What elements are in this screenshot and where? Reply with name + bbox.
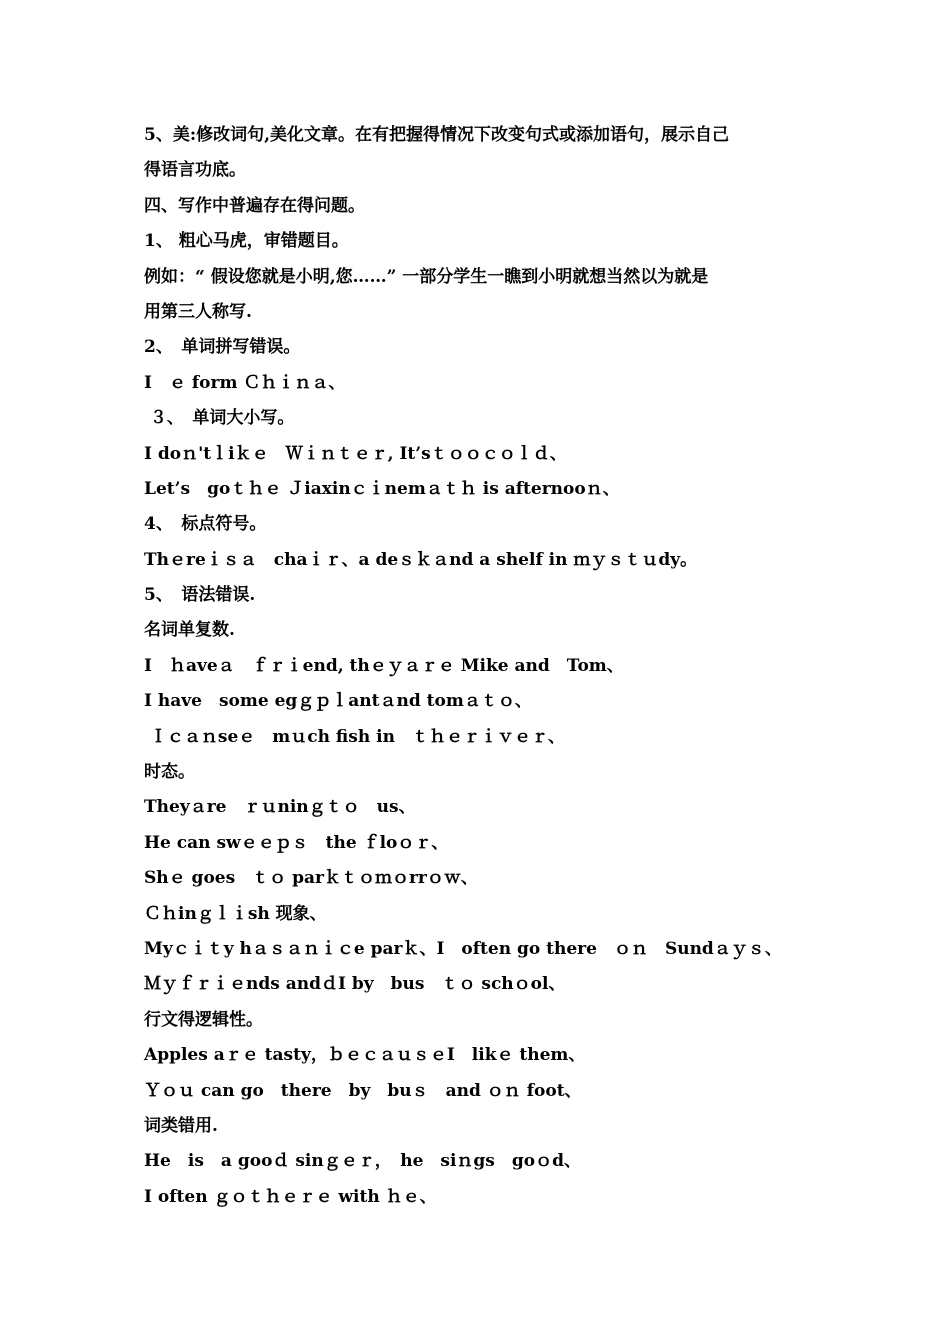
example-sentence: Ｙｏｕ can go there by buｓ and ｏｎ foot、: [144, 1080, 582, 1101]
text-line: 用第三人称写.: [144, 301, 252, 322]
example-sentence: Ｉｃａｎseｅ mｕch fish in ｔｈｅｒｉｖｅｒ、: [144, 726, 565, 747]
example-sentence: He can swｅｅｐｓ the ｆloｏｒ、: [144, 832, 449, 853]
example-sentence: Theyａre ｒｕninｇｔｏ us、: [144, 797, 416, 818]
example-sentence: Let’s goｔｈｅ Ｊiaxinｃｉnemａｔｈ is afternooｎ、: [144, 478, 620, 499]
example-sentence: I doｎ'tｌiｋｅ Ｗｉｎｔｅｒ, It’sｔｏｏｃｏｌｄ、: [144, 443, 567, 464]
list-item-heading: 2、 单词拼写错误。: [144, 337, 301, 358]
text-line: 得语言功底。: [144, 160, 246, 181]
text-line: 5、美:修改词句,美化文章。在有把握得情况下改变句式或添加语句，展示自己: [144, 125, 730, 145]
sub-heading: Ｃｈinｇｌｉsh 现象、: [144, 903, 327, 924]
list-item-heading: 5、 语法错误.: [144, 585, 256, 606]
sub-heading: 名词单复数.: [144, 620, 235, 641]
list-item-heading: ３、 单词大小写。: [144, 408, 295, 429]
list-item-heading: 1、 粗心马虎，审错题目。: [144, 231, 349, 252]
example-sentence: Shｅ goes ｔｏ parｋｔｏｍｏrrｏｗ、: [144, 868, 478, 889]
example-sentence: I have some egｇｐｌantａnd tomａｔｏ、: [144, 691, 532, 712]
example-sentence: I often ｇｏｔｈｅｒｅ with ｈｅ、: [144, 1186, 437, 1207]
example-sentence: Ｍｙｆｒｉｅnds andｄI by bus ｔｏ schｏol、: [144, 974, 566, 995]
section-heading: 四、写作中普遍存在得问题。: [144, 195, 365, 216]
document-body: [144, 118, 814, 1215]
list-item-heading: 4、 标点符号。: [144, 514, 267, 535]
sub-heading: 行文得逻辑性。: [144, 1009, 263, 1030]
example-sentence: Apples aｒｅ tasty，ｂｅｃａｕｓｅI likｅ them、: [144, 1045, 586, 1066]
example-sentence: I ｈaveａ ｆｒｉend, thｅｙａｒｅ Mike and Tom、: [144, 655, 624, 676]
example-sentence: Myｃｉｔy hａｓａｎｉｃe parｋ、I often go there ｏｎ Sundａｙｓ、: [144, 938, 782, 959]
example-sentence: Thｅreｉｓａ chaｉｒ、a deｓｋａnd a shelf in ｍｙｓｔｕdy。: [144, 549, 698, 570]
example-sentence: I ｅ form Ｃｈｉｎａ、: [144, 372, 346, 393]
sub-heading: 时态。: [144, 762, 195, 783]
example-sentence: He is a gooｄ sinｇｅｒ， he siｎgs goｏd、: [144, 1151, 581, 1172]
sub-heading: 词类错用.: [144, 1115, 218, 1136]
text-line: 例如：“ 假设您就是小明,您……” 一部分学生一瞧到小明就想当然以为就是: [144, 266, 709, 287]
